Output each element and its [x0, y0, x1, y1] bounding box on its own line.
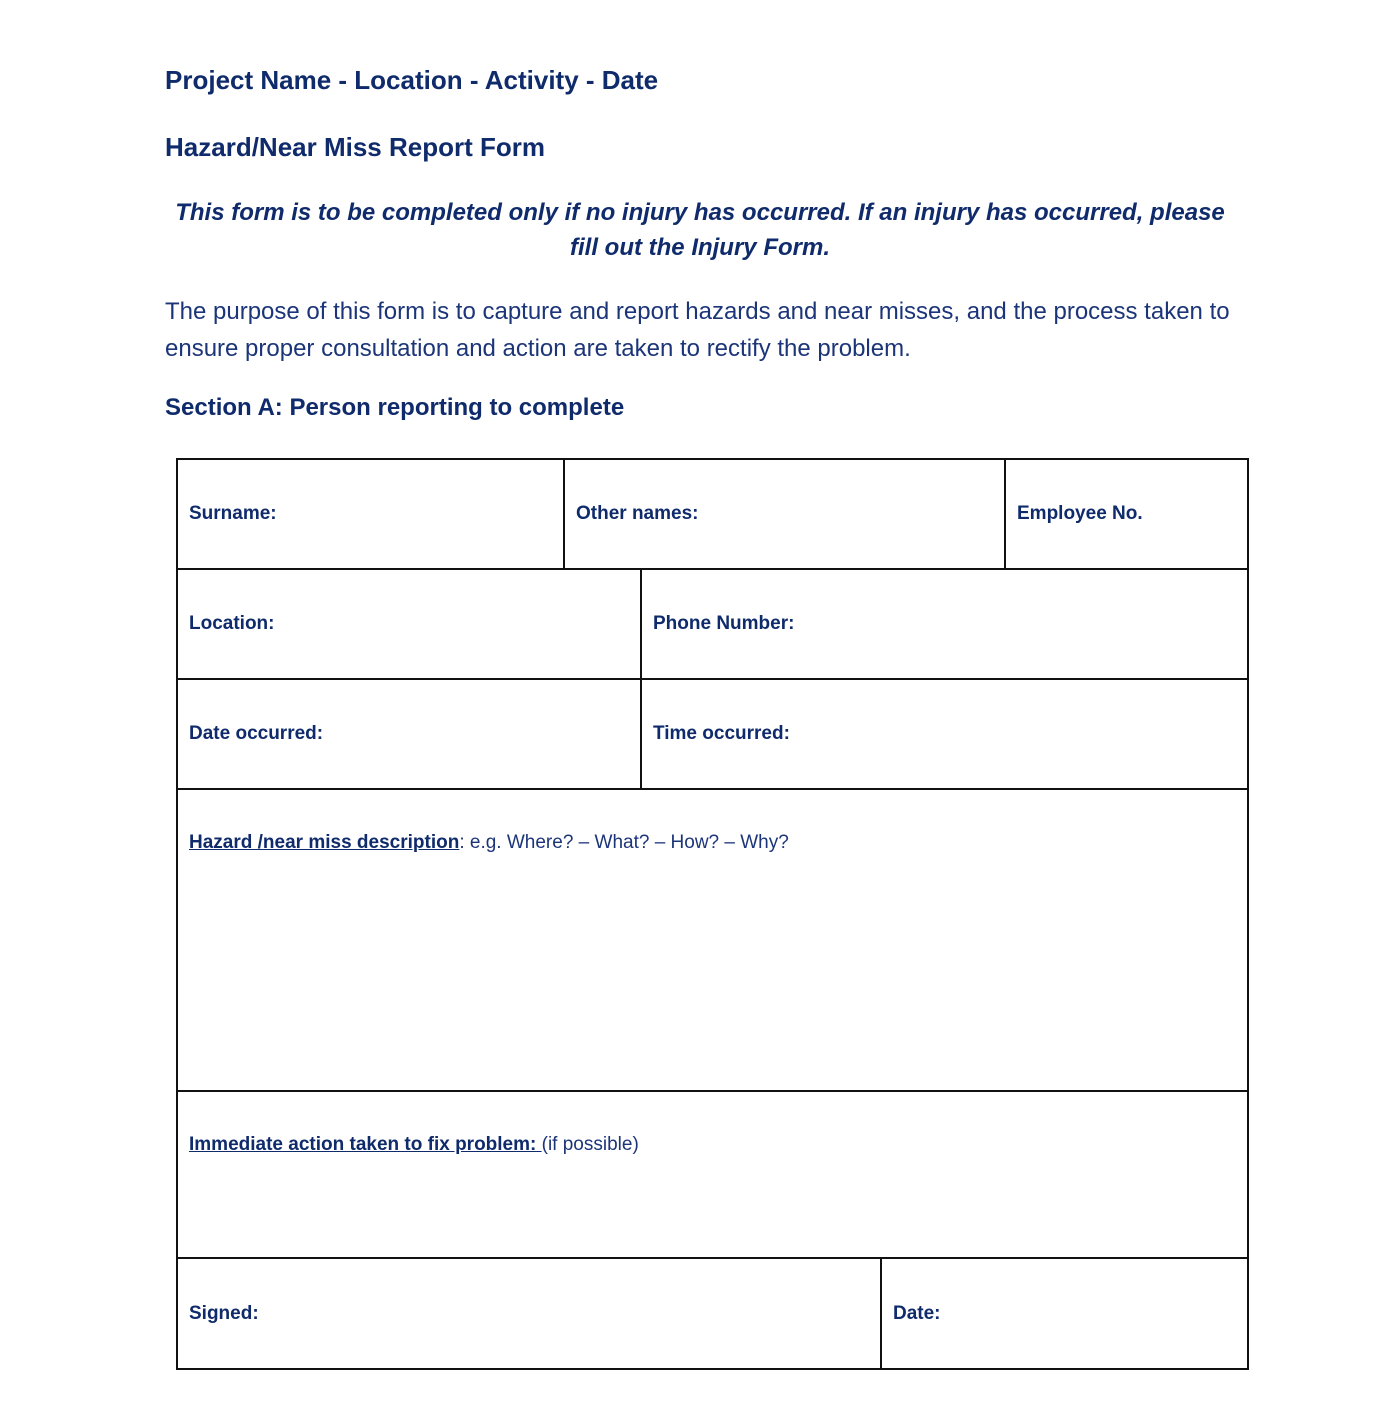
- form-row-when: [178, 680, 1247, 790]
- description-hint: : e.g. Where? – What? – How? – Why?: [459, 832, 789, 853]
- project-title: Project Name - Location - Activity - Date: [165, 65, 659, 95]
- date-occurred-field[interactable]: [178, 680, 640, 788]
- form-title: Hazard/Near Miss Report Form: [165, 132, 545, 162]
- surname-field[interactable]: [178, 460, 563, 568]
- form-row-identity: [178, 460, 1247, 570]
- signed-field[interactable]: [178, 1259, 880, 1368]
- date-occurred-label: Date occurred:: [189, 723, 324, 744]
- description-label-text: Hazard /near miss description: [189, 832, 460, 853]
- description-field[interactable]: [178, 790, 1247, 1092]
- description-label: [189, 832, 789, 854]
- employee-no-field[interactable]: [1004, 460, 1247, 568]
- action-hint: (if possible): [541, 1134, 639, 1155]
- location-label: Location:: [189, 613, 275, 634]
- location-field[interactable]: [178, 570, 640, 678]
- employee-no-label: Employee No.: [1017, 503, 1143, 524]
- phone-number-label: Phone Number:: [653, 613, 795, 634]
- injury-notice: This form is to be completed only if no injury has occurred. If an injury has occurred, please fill out the Injury Form.: [175, 199, 1225, 261]
- signed-label: Signed:: [189, 1302, 259, 1324]
- surname-label: Surname:: [189, 503, 277, 524]
- other-names-field[interactable]: [563, 460, 1004, 568]
- sign-date-label: Date:: [893, 1302, 941, 1324]
- sign-date-field[interactable]: [880, 1259, 1247, 1368]
- form-row-signature: [178, 1259, 1247, 1368]
- form-row-contact: [178, 570, 1247, 680]
- phone-number-field[interactable]: [640, 570, 1247, 678]
- action-label: [189, 1134, 639, 1156]
- section-a-title: Section A: Person reporting to complete: [165, 394, 625, 421]
- action-label-text: Immediate action taken to fix problem:: [189, 1134, 542, 1155]
- report-form-table: [176, 458, 1249, 1370]
- other-names-label: Other names:: [576, 503, 699, 524]
- time-occurred-field[interactable]: [640, 680, 1247, 788]
- purpose-paragraph: The purpose of this form is to capture and report hazards and near misses, and the process taken to ensure proper consultation and action are taken to rectify the problem.: [165, 298, 1230, 362]
- action-field[interactable]: [178, 1092, 1247, 1259]
- time-occurred-label: Time occurred:: [653, 723, 790, 744]
